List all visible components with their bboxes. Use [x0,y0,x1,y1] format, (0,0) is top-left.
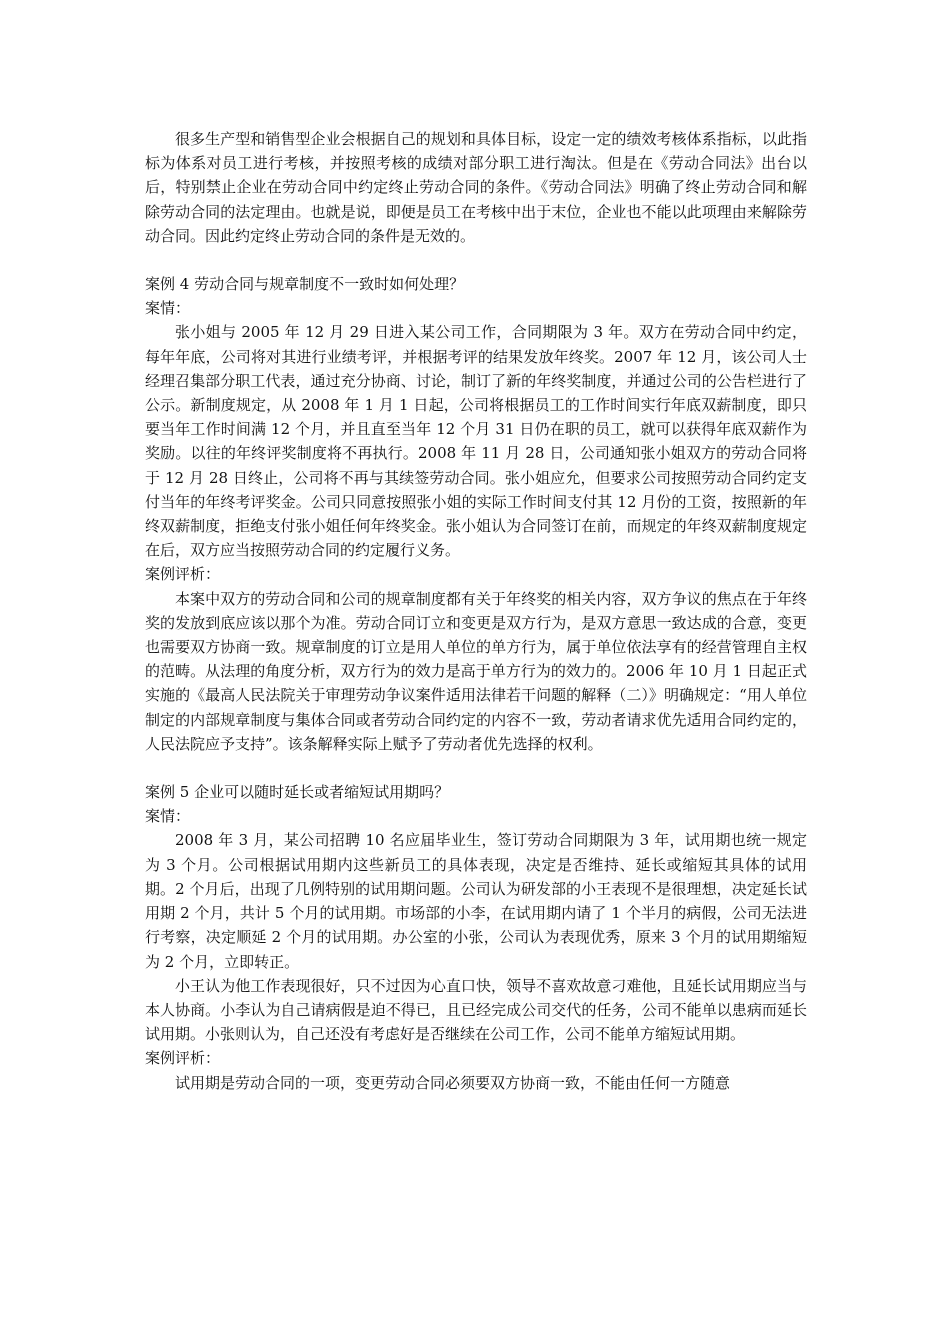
case5-facts-paragraph-1: 2008 年 3 月，某公司招聘 10 名应届毕业生，签订劳动合同期限为 3 年，试用期也统一规定为 3 个月。公司根据试用期内这些新员工的具体表现，决定是否维持、延长或缩短其具体的试用期。2 个月后，出现了几例特别的试用期问题。公司认为研发部的小王表现不是很理想，决定延长试用期 2 个月，共计 5 个月的试用期。市场部的小李，在试用期内请了 1 个半月的病假，公司无法进行考察，决定顺延 2 个月的试用期。办公室的小张，公司认为表现优秀，原来 3 个月的试用期缩短为 2 个月，立即转正。 [145,831,807,971]
spacer [145,248,807,272]
case5-facts-label: 案情： [145,807,191,826]
case5-analysis-paragraph: 试用期是劳动合同的一项，变更劳动合同必须要双方协商一致，不能由任何一方随意 [175,1073,731,1092]
case4-facts-paragraph: 张小姐与 2005 年 12 月 29 日进入某公司工作，合同期限为 3 年。双方在劳动合同中约定，每年年底，公司将对其进行业绩考评，并根据考评的结果发放年终奖。2007 年 12 月，该公司人士经理召集部分职工代表，通过充分协商、讨论，制订了新的年终奖制度，并通过公司的公告栏进行了公示。新制度规定，从 2008 年 1 月 1 日起，公司将根据员工的工作时间实行年底双薪制度，即只要当年工作时间满 12 个月，并且直至当年 12 个月 31 日仍在职的员工，就可以获得年底双薪作为奖励。以往的年终评奖制度将不再执行。2008 年 11 月 28 日，公司通知张小姐双方的劳动合同将于 12 月 28 日终止，公司将不再与其续签劳动合同。张小姐应允，但要求公司按照劳动合同约定支付当年的年终考评奖金。公司只同意按照张小姐的实际工作时间支付其 12 月份的工资，按照新的年终双薪制度，拒绝支付张小姐任何年终奖金。张小姐认为合同签订在前，而规定的年终双薪制度规定在后，双方应当按照劳动合同的约定履行义务。 [145,323,807,560]
case4-analysis-paragraph: 本案中双方的劳动合同和公司的规章制度都有关于年终奖的相关内容，双方争议的焦点在于年终奖的发放到底应该以那个为准。劳动合同订立和变更是双方行为，是双方意思一致达成的合意，变更也需要双方协商一致。规章制度的订立是用人单位的单方行为，属于单位依法享有的经营管理自主权的范畴。从法理的角度分析，双方行为的效力是高于单方行为的效力的。2006 年 10 月 1 日起正式实施的《最高人民法院关于审理劳动争议案件适用法律若干问题的解释（二）》明确规定：“用人单位制定的内部规章制度与集体合同或者劳动合同约定的内容不一致，劳动者请求优先适用合同约定的，人民法院应予支持”。该条解释实际上赋予了劳动者优先选择的权利。 [145,589,807,753]
case5-facts-paragraph-2: 小王认为他工作表现很好，只不过因为心直口快，领导不喜欢故意刁难他，且延长试用期应当与本人协商。小李认为自己请病假是迫不得已，且已经完成公司交代的任务，公司不能单以患病而延长试用期。小张则认为，自己还没有考虑好是否继续在公司工作，公司不能单方缩短试用期。 [145,976,807,1044]
spacer [145,756,807,780]
case5-title: 案例 5 企业可以随时延长或者缩短试用期吗？ [145,783,450,802]
case5-analysis-label: 案例评析： [145,1049,221,1068]
case4-facts-label: 案情： [145,299,191,318]
case4-analysis-label: 案例评析： [145,565,221,584]
intro-paragraph: 很多生产型和销售型企业会根据自己的规划和具体目标，设定一定的绩效考核体系指标，以此指标为体系对员工进行考核，并按照考核的成绩对部分职工进行淘汰。但是在《劳动合同法》出台以后，特别禁止企业在劳动合同中约定终止劳动合同的条件。《劳动合同法》明确了终止劳动合同和解除劳动合同的法定理由。也就是说，即便是员工在考核中出于末位，企业也不能以此项理由来解除劳动合同。因此约定终止劳动合同的条件是无效的。 [145,130,807,245]
document-page [145,127,807,1095]
case4-title: 案例 4 劳动合同与规章制度不一致时如何处理？ [145,275,465,294]
